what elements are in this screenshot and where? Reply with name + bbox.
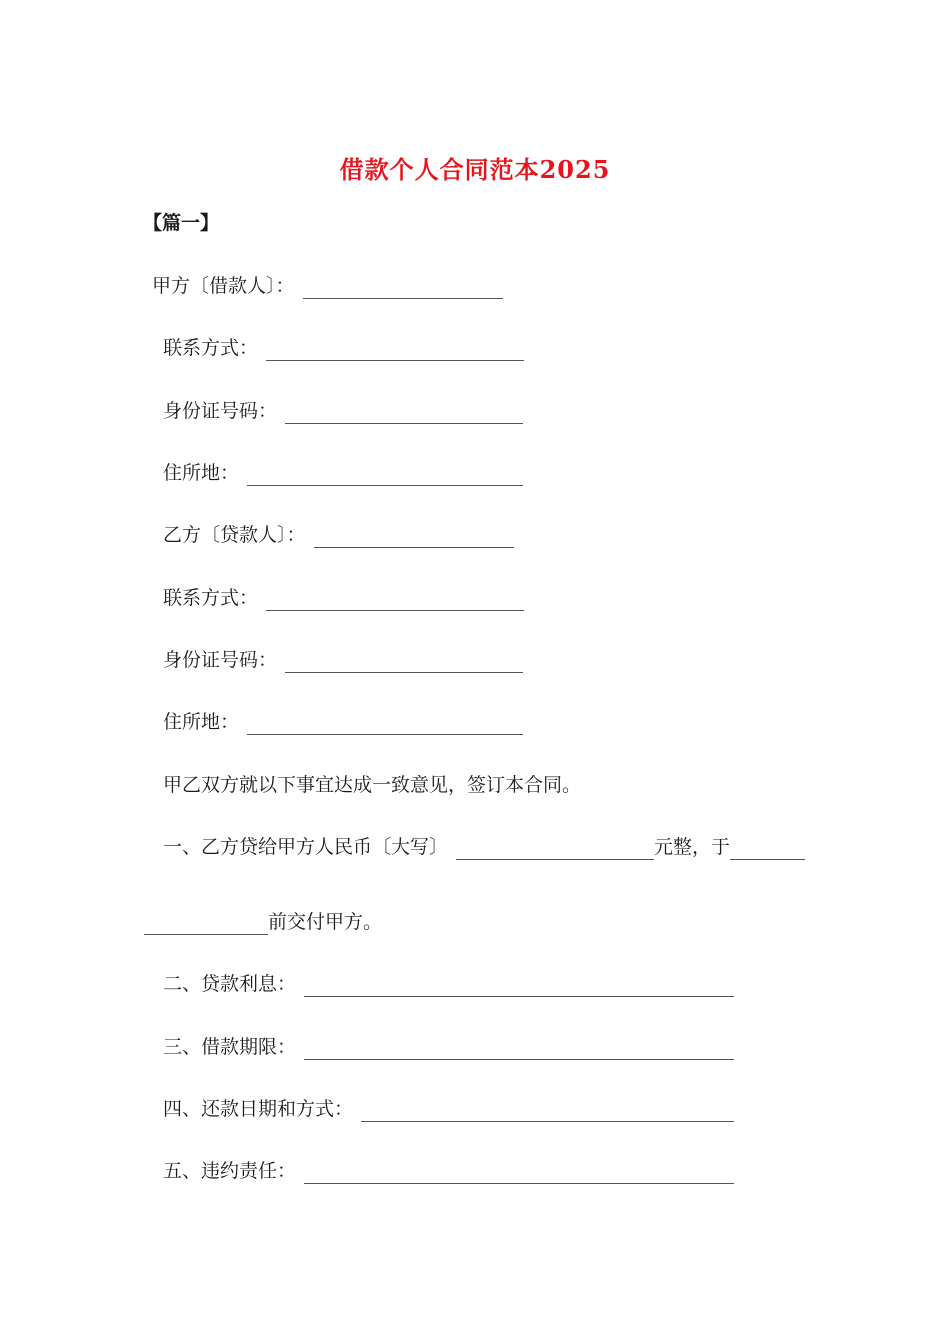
- address-b-label: 住所地：: [163, 711, 240, 733]
- clause-1-row: [163, 834, 805, 860]
- contact-a-row: [163, 335, 524, 361]
- contact-a-label: 联系方式：: [163, 337, 259, 359]
- address-a-blank[interactable]: [247, 465, 523, 486]
- delivery-date-blank-a[interactable]: [730, 839, 805, 860]
- agreement-text: 甲乙双方就以下事宜达成一致意见，签订本合同。: [163, 774, 582, 796]
- clause-1-mid: 元整，于: [654, 836, 731, 858]
- clause-3-label: 三、借款期限：: [163, 1036, 297, 1058]
- delivery-date-blank-b[interactable]: [144, 914, 268, 935]
- id-a-label: 身份证号码：: [163, 400, 278, 422]
- contact-a-blank[interactable]: [266, 340, 524, 361]
- clause-1-continuation: [144, 909, 382, 935]
- address-b-row: [163, 709, 523, 735]
- clause-2-label: 二、贷款利息：: [163, 973, 297, 995]
- clause-2-row: [163, 971, 734, 997]
- term-blank[interactable]: [304, 1039, 734, 1060]
- contact-b-blank[interactable]: [266, 590, 524, 611]
- address-a-label: 住所地：: [163, 462, 240, 484]
- address-a-row: [163, 460, 523, 486]
- contact-b-label: 联系方式：: [163, 587, 259, 609]
- id-a-row: [163, 398, 523, 424]
- clause-4-label: 四、还款日期和方式：: [163, 1098, 354, 1120]
- repayment-blank[interactable]: [361, 1101, 734, 1122]
- id-a-blank[interactable]: [285, 403, 523, 424]
- clause-4-row: [163, 1096, 734, 1122]
- party-a-label: 甲方〔借款人〕：: [152, 275, 295, 297]
- interest-blank[interactable]: [304, 976, 734, 997]
- party-b-blank[interactable]: [314, 527, 514, 548]
- party-b-label: 乙方〔贷款人〕：: [163, 524, 306, 546]
- address-b-blank[interactable]: [247, 714, 523, 735]
- party-a-blank[interactable]: [303, 278, 503, 299]
- id-b-blank[interactable]: [285, 652, 523, 673]
- loan-amount-blank[interactable]: [456, 839, 654, 860]
- document-title: 借款个人合同范本2025: [339, 155, 611, 184]
- clause-1-prefix: 一、乙方贷给甲方人民币〔大写〕: [163, 836, 449, 858]
- section-heading: [143, 210, 219, 236]
- clause-5-row: [163, 1158, 734, 1184]
- liability-blank[interactable]: [304, 1163, 734, 1184]
- clause-1-suffix: 前交付甲方。: [268, 911, 383, 933]
- clause-5-label: 五、违约责任：: [163, 1160, 297, 1182]
- agreement-statement: [163, 772, 581, 798]
- contact-b-row: [163, 585, 524, 611]
- party-a-row: [152, 273, 503, 299]
- party-b-row: [163, 522, 514, 548]
- clause-3-row: [163, 1034, 734, 1060]
- section-label: 【篇一】: [143, 212, 220, 234]
- id-b-row: [163, 647, 523, 673]
- id-b-label: 身份证号码：: [163, 649, 278, 671]
